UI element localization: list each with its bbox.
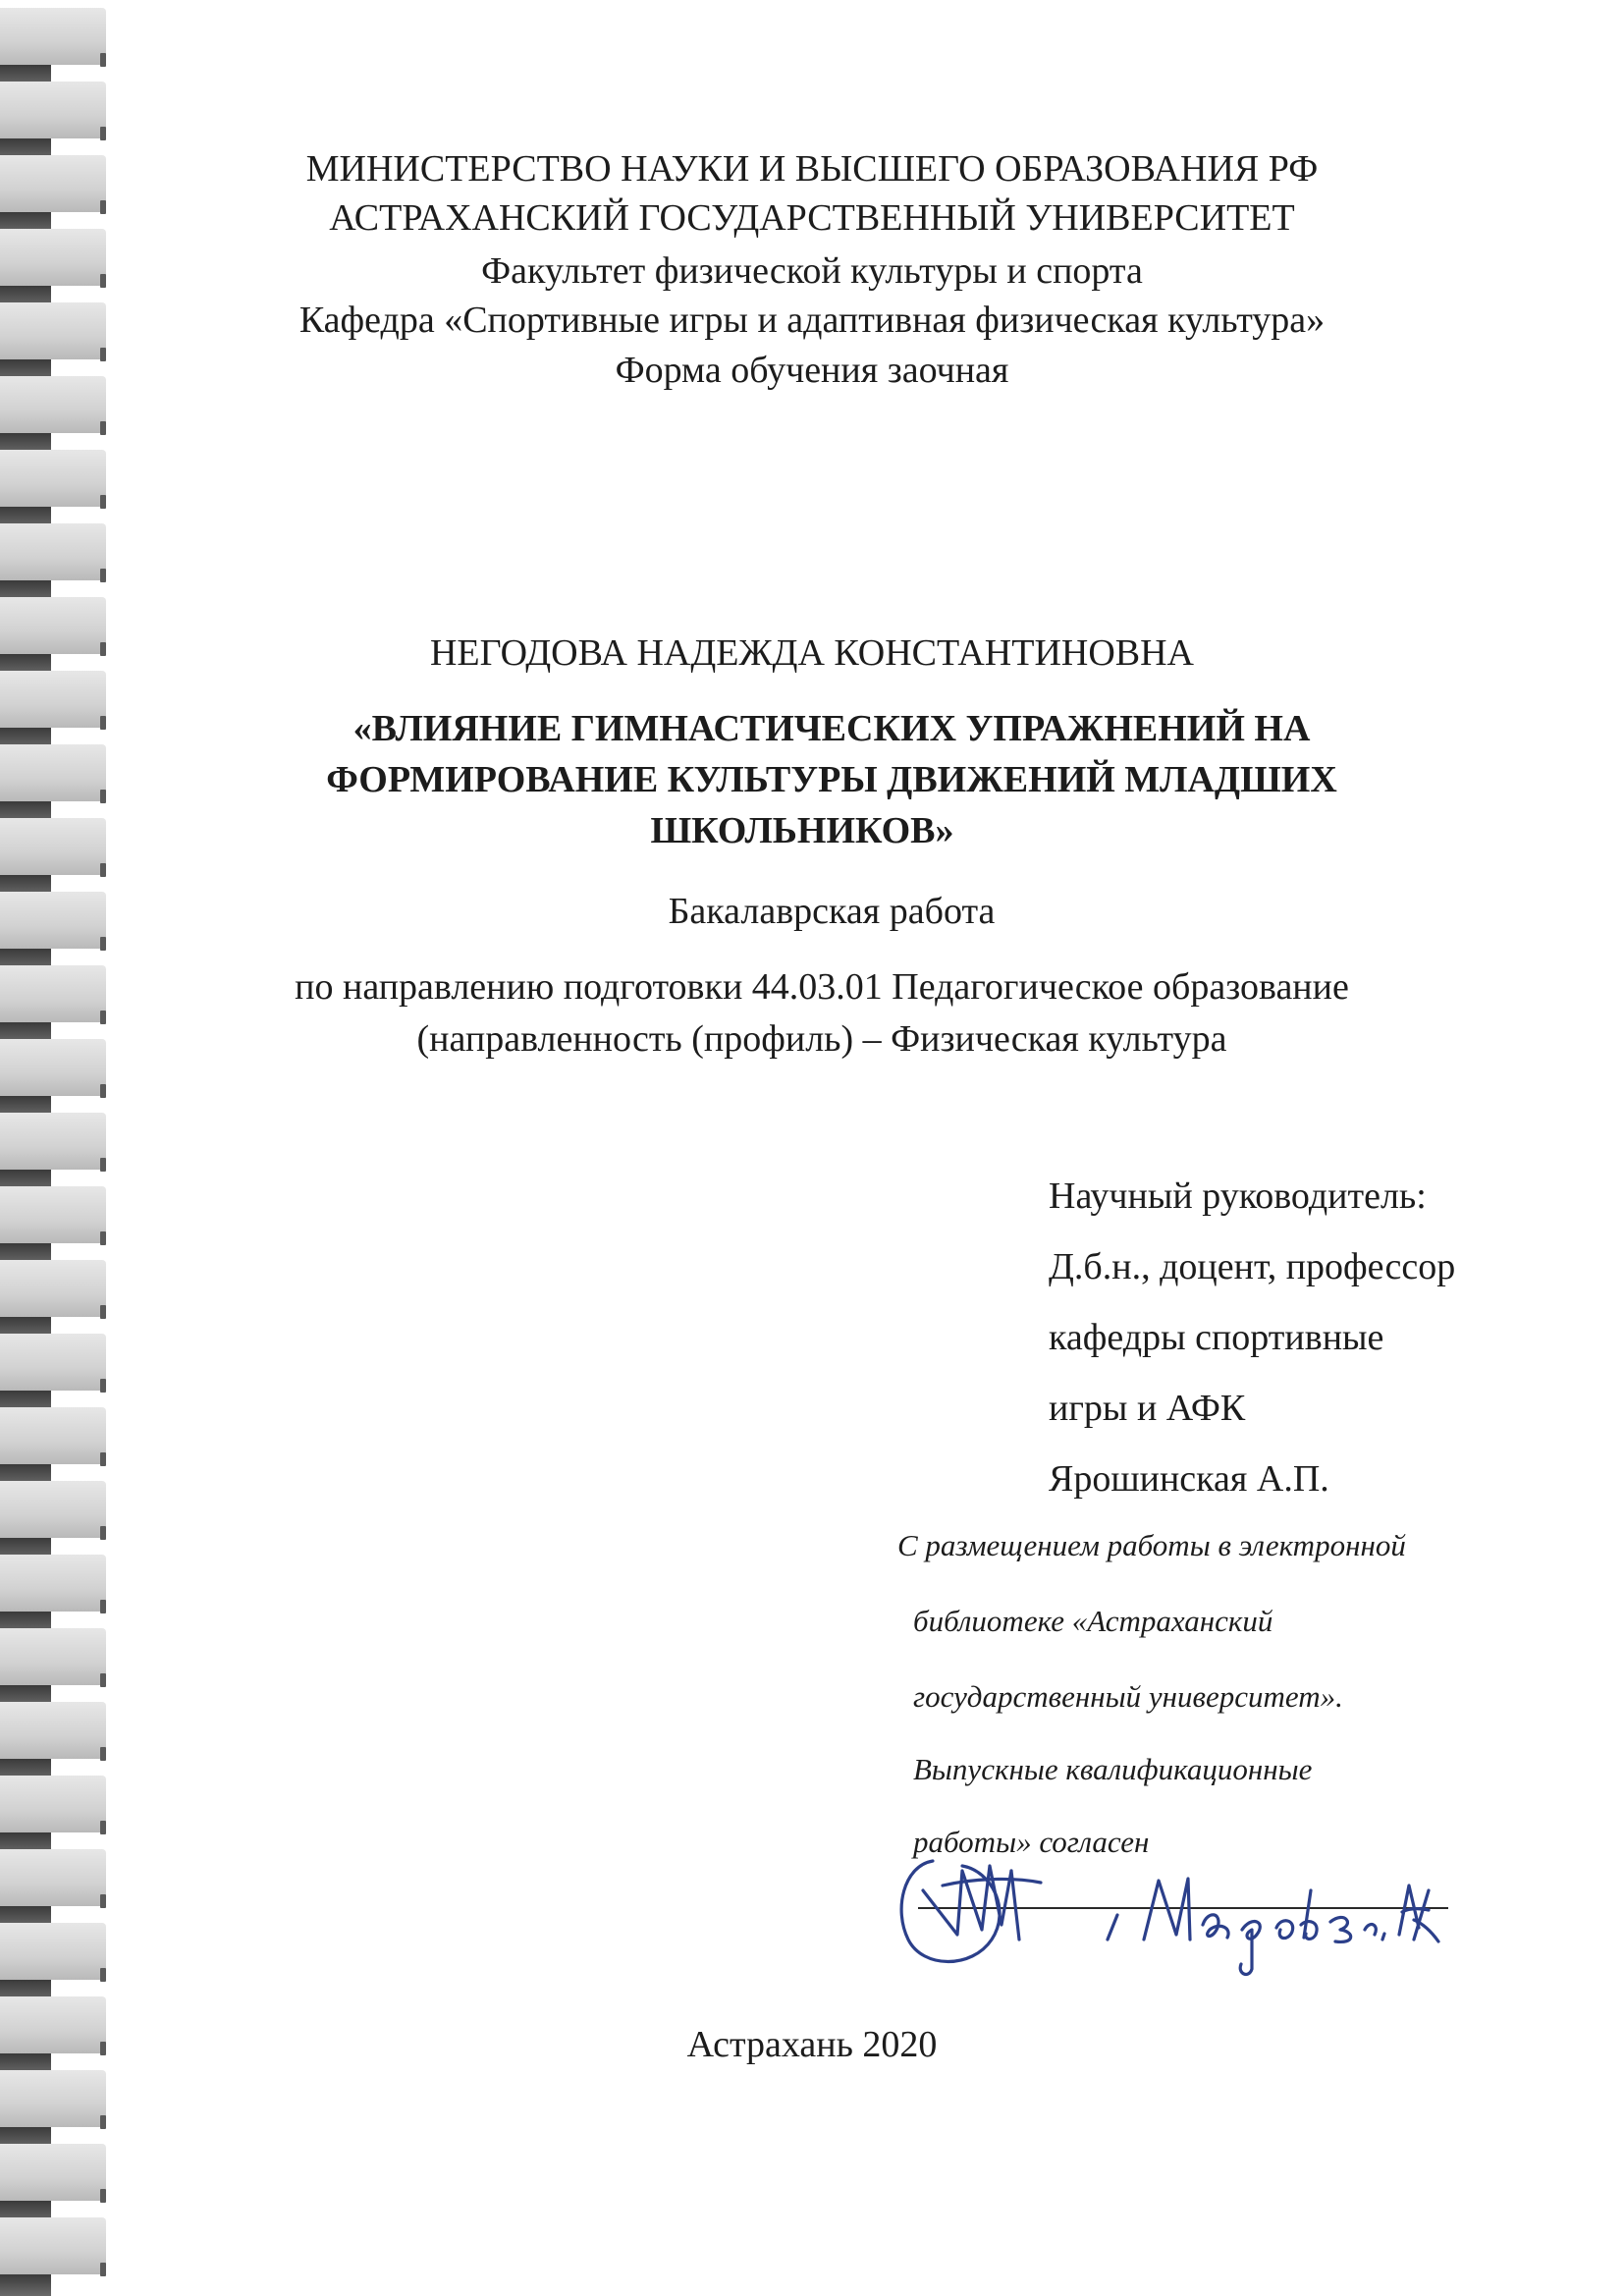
consent-line-2: библиотеке «Астраханский: [913, 1604, 1273, 1638]
binding-ring: [0, 1260, 106, 1317]
department-line: Кафедра «Спортивные игры и адаптивная физическая культура»: [298, 300, 1326, 341]
binding-ring: [0, 1481, 106, 1538]
university-line: АСТРАХАНСКИЙ ГОСУДАРСТВЕННЫЙ УНИВЕРСИТЕТ: [329, 197, 1295, 239]
thesis-title-line-1: «ВЛИЯНИЕ ГИМНАСТИЧЕСКИХ УПРАЖНЕНИЙ НА: [352, 708, 1311, 749]
spiral-binding: [0, 0, 113, 2296]
ministry-line: МИНИСТЕРСТВО НАУКИ И ВЫСШЕГО ОБРАЗОВАНИЯ РФ: [305, 148, 1319, 190]
faculty-line: Факультет физической культуры и спорта: [481, 250, 1143, 292]
supervisor-line-2: кафедры спортивные: [1049, 1317, 1384, 1358]
work-type: Бакалаврская работа: [668, 891, 996, 932]
direction-line-2: (направленность (профиль) – Физическая культура: [416, 1018, 1227, 1060]
binding-ring: [0, 1849, 106, 1906]
study-form-line: Форма обучения заочная: [615, 350, 1009, 391]
binding-ring: [0, 1702, 106, 1759]
supervisor-line-3: игры и АФК: [1049, 1388, 1246, 1429]
binding-ring: [0, 1407, 106, 1464]
thesis-title-line-2: ФОРМИРОВАНИЕ КУЛЬТУРЫ ДВИЖЕНИЙ МЛАДШИХ: [326, 759, 1337, 800]
binding-ring: [0, 82, 106, 138]
supervisor-label: Научный руководитель:: [1049, 1175, 1427, 1217]
binding-ring: [0, 1923, 106, 1980]
binding-ring: [0, 2070, 106, 2127]
binding-ring: [0, 1555, 106, 1612]
binding-ring: [0, 8, 106, 65]
consent-line-3: государственный университет».: [913, 1679, 1343, 1714]
binding-ring: [0, 2144, 106, 2201]
binding-ring: [0, 2217, 106, 2274]
author-name: НЕГОДОВА НАДЕЖДА КОНСТАНТИНОВНА: [429, 632, 1195, 674]
supervisor-line-1: Д.б.н., доцент, профессор: [1049, 1246, 1456, 1287]
handwritten-signature: [864, 1831, 1453, 1989]
binding-ring: [0, 1334, 106, 1391]
binding-ring: [0, 1628, 106, 1685]
supervisor-name: Ярошинская А.П.: [1049, 1458, 1329, 1500]
consent-line-4: Выпускные квалификационные: [913, 1752, 1313, 1786]
binding-ring: [0, 523, 106, 580]
binding-ring: [0, 1186, 106, 1243]
binding-ring: [0, 450, 106, 507]
city-year: Астрахань 2020: [686, 2024, 938, 2065]
binding-ring: [0, 1113, 106, 1170]
consent-line-5: работы» согласен: [913, 1825, 1150, 1859]
thesis-title-line-3: ШКОЛЬНИКОВ»: [650, 810, 954, 851]
consent-line-1: С размещением работы в электронной: [897, 1528, 1406, 1562]
binding-ring: [0, 1776, 106, 1832]
direction-line-1: по направлению подготовки 44.03.01 Педагогическое образование: [295, 966, 1349, 1008]
